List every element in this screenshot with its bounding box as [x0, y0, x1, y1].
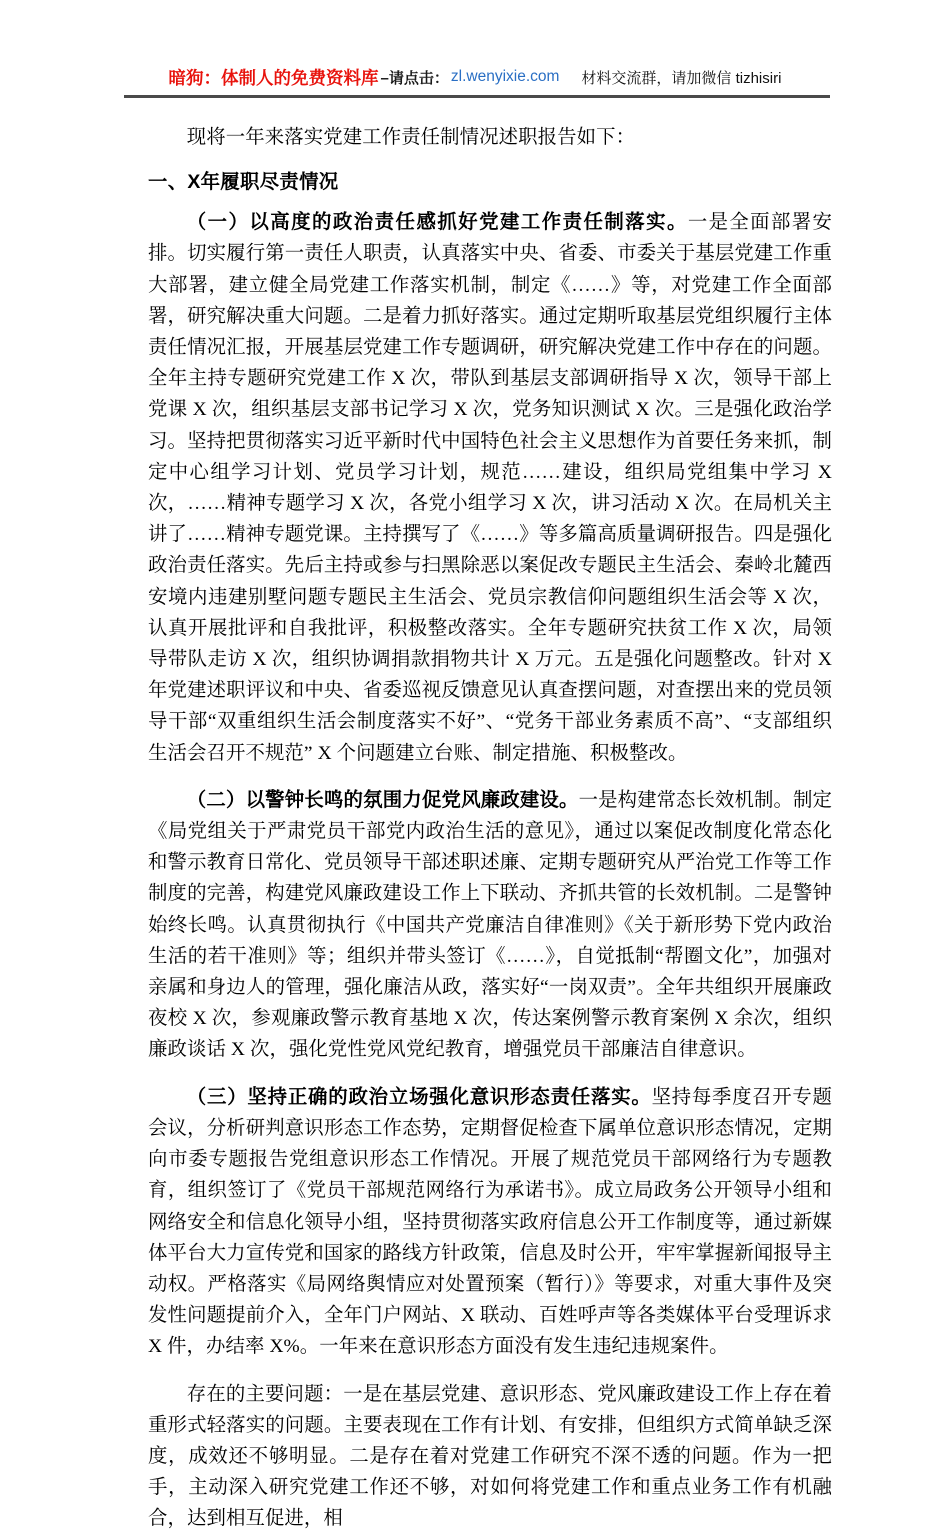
document-body — [148, 122, 832, 1535]
promo-click-text: –请点击： — [380, 69, 449, 87]
section-heading-one: 一、X年履职尽责情况 — [148, 171, 339, 194]
subsection-one — [148, 207, 832, 769]
promo-banner — [0, 60, 950, 94]
subsection-three — [148, 1082, 832, 1363]
subsection-one-body: 一是全面部署安排。切实履行第一责任人职责，认真落实中央、省委、市委关于基层党建工作重大部署，建立健全局党建工作落实机制，制定《……》等，对党建工作全面部署，研究解决重大问题。二是着力抓好落实。通过定期听取基层党组织履行主体责任情况汇报，开展基层党建工作专题调研，研究解决党建工作中存在的问题。全年主持专题研究党建工作 X 次，带队到基层支部调研指导 X 次，领导干部上党课 X 次，组织基层支部书记学习 X 次，党务知识测试 X 次。三是强化政治学习。坚持把贯彻落实习近平新时代中国特色社会主义思想作为首要任务来抓，制定中心组学习计划、党员学习计划，规范……建设，组织局党组集中学习 X 次，……精神专题学习 X 次，各党小组学习 X 次，讲习活动 X 次。在局机关主讲了……精神专题党课。主持撰写了《……》等多篇高质量调研报告。四是强化政治责任落实。先后主持或参与扫黑除恶以案促改专题民主生活会、秦岭北麓西安境内违建别墅问题专题民主生活会、党员宗教信仰问题组织生活会等 X 次，认真开展批评和自我批评，积极整改落实。全年专题研究扶贫工作 X 次，局领导带队走访 X 次，组织协调捐款捐物共计 X 万元。五是强化问题整改。针对 X 年党建述职评议和中央、省委巡视反馈意见认真查摆问题，对查摆出来的党员领导干部“双重组织生活会制度落实不好”、“党务干部业务素质不高”、“支部组织生活会召开不规范” X 个问题建立台账、制定措施、积极整改。 — [148, 212, 832, 764]
header-divider — [124, 95, 830, 98]
subsection-two-lead: （二）以警钟长鸣的氛围力促党风廉政建设。 — [186, 788, 579, 811]
promo-wechat-text: 材料交流群，请加微信 tizhisiri — [581, 69, 782, 87]
subsection-two-body: 一是构建常态长效机制。制定《局党组关于严肃党员干部党内政治生活的意见》，通过以案促改制度化常态化和警示教育日常化、党员领导干部述职述廉、定期专题研究从严治党工作等工作制度的完善，构建党风廉政建设工作上下联动、齐抓共管的长效机制。二是警钟始终长鸣。认真贯彻执行《中国共产党廉洁自律准则》《关于新形势下党内政治生活的若干准则》等；组织并带头签订《……》，自觉抵制“帮圈文化”，加强对亲属和身边人的管理，强化廉洁从政，落实好“一岗双责”。全年共组织开展廉政夜校 X 次，参观廉政警示教育基地 X 次，传达案例警示教育案例 X 余次，组织廉政谈话 X 次，强化党性党风党纪教育，增强党员干部廉洁自律意识。 — [148, 789, 832, 1061]
promo-link[interactable]: zl.wenyixie.com — [450, 68, 560, 85]
problems-paragraph: 存在的主要问题：一是在基层党建、意识形态、党风廉政建设工作上存在着重形式轻落实的问题。主要表现在工作有计划、有安排，但组织方式简单缺乏深度，成效还不够明显。二是存在着对党建工作研究不深不透的问题。作为一把手，主动深入研究党建工作还不够，对如何将党建工作和重点业务工作有机融合，达到相互促进，相 — [148, 1383, 832, 1530]
promo-red-text: 暗狗：体制人的免费资料库 — [168, 67, 379, 88]
subsection-three-lead: （三）坚持正确的政治立场强化意识形态责任落实。 — [186, 1085, 652, 1108]
subsection-one-lead: （一）以高度的政治责任感抓好党建工作责任制落实。 — [186, 211, 688, 234]
subsection-two — [148, 785, 832, 1066]
intro-paragraph: 现将一年来落实党建工作责任制情况述职报告如下： — [186, 127, 636, 148]
subsection-three-body: 坚持每季度召开专题会议，分析研判意识形态工作态势，定期督促检查下属单位意识形态情况，定期向市委专题报告党组意识形态工作情况。开展了规范党员干部网络行为专题教育，组织签订了《党员干部规范网络行为承诺书》。成立局政务公开领导小组和网络安全和信息化领导小组，坚持贯彻落实政府信息公开工作制度等，通过新媒体平台大力宣传党和国家的路线方针政策，信息及时公开，牢牢掌握新闻报导主动权。严格落实《局网络舆情应对处置预案（暂行）》等要求，对重大事件及突发性问题提前介入，全年门户网站、X 联动、百姓呼声等各类媒体平台受理诉求 X 件，办结率 X%。一年来在意识形态方面没有发生违纪违规案件。 — [148, 1086, 832, 1358]
